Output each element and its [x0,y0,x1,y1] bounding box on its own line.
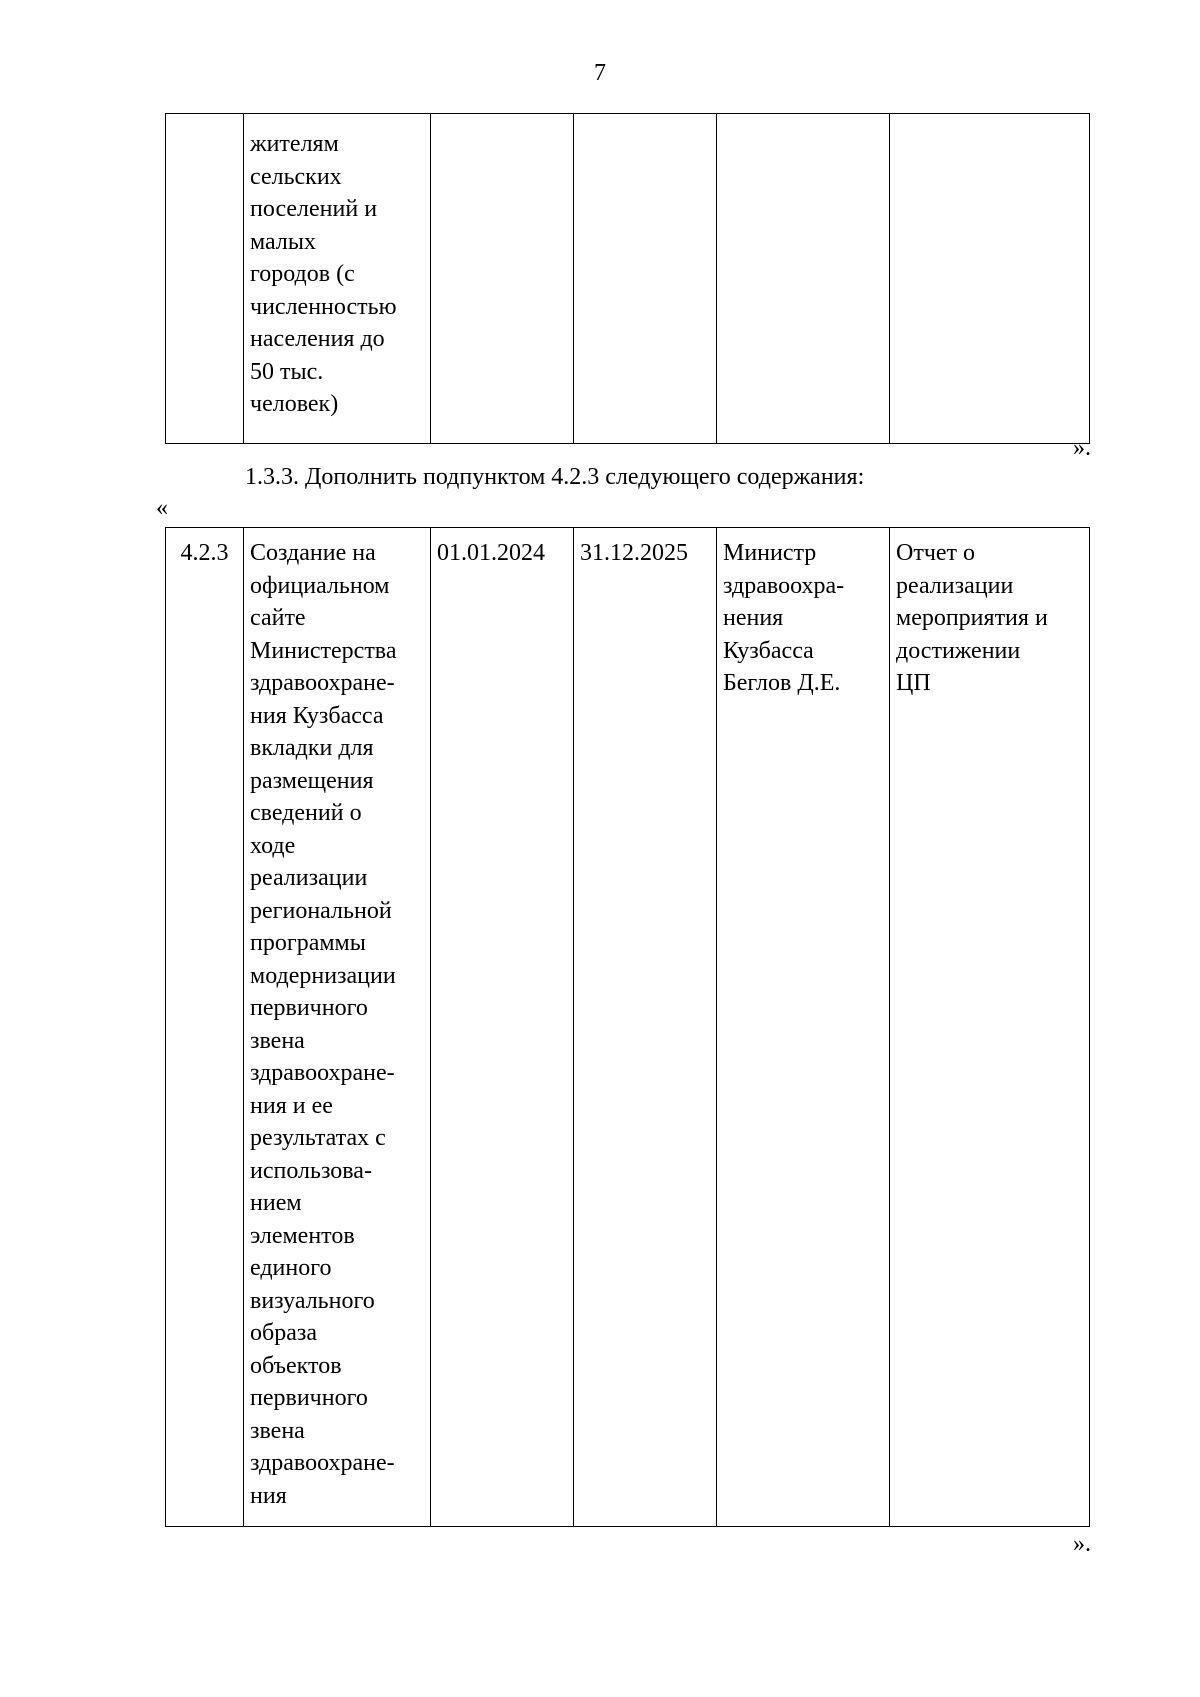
cell-text-line: поселений и [250,196,378,222]
cell-text-line: здравоохране- [250,1450,395,1476]
cell-text-line: мероприятия и [896,605,1048,631]
cell-text-line: ния Кузбасса [250,702,384,729]
cell-text-line: Создание на [250,540,376,566]
cell-text-line: первичного [250,995,368,1021]
table-row [166,114,1090,444]
cell-text-line: вкладки для [250,735,374,761]
cell-text-line: достижении [896,637,1021,664]
cell-text-line: результатах с [250,1125,386,1151]
cell-end-date: 31.12.2025 [574,528,717,1527]
cell-result [890,528,1090,1527]
cell-text-line: реализации [896,572,1014,599]
cell-text-line: ния и ее [250,1092,333,1119]
cell-description [244,114,431,444]
cell-text-line: ЦП [896,670,931,696]
cell-text-line: жителям [250,131,339,157]
cell-text-line: объектов [250,1352,342,1379]
cell-text-line: малых [250,228,316,255]
cell-responsible [717,528,890,1527]
cell-text-line: официальном [250,572,390,599]
opening-quote: « [156,495,168,521]
cell-text-line: человек) [250,391,339,417]
cell-text-line: сведений о [250,800,362,826]
cell-text-line: населения до [250,326,385,352]
cell-text-line: нием [250,1190,302,1216]
cell-text-line: здравоохране- [250,1060,395,1086]
table-row [166,528,1090,1527]
cell-text-line: ходе [250,832,296,859]
cell-text-line: визуального [250,1287,375,1314]
cell-text-line: Кузбасса [723,637,814,664]
cell-text-line: Отчет о [896,540,976,566]
cell-text-line: первичного [250,1385,368,1411]
cell-text-line: Беглов Д.Е. [723,670,841,696]
cell-text-line: сельских [250,163,342,190]
cell-text-line: численностью [250,293,397,320]
cell-text-line: элементов [250,1222,355,1249]
cell-text-line: 50 тыс. [250,358,324,385]
new-subitem-table [165,527,1090,1527]
cell-text-line: здравоохра- [723,572,845,599]
cell-text-line: модернизации [250,962,396,989]
cell-text-line: размещения [250,767,374,794]
cell-text-line: здравоохране- [250,670,395,696]
cell-start-date [431,114,574,444]
continued-table [165,113,1090,444]
cell-responsible [717,114,890,444]
cell-text-line: использова- [250,1157,372,1184]
cell-text-line: Министерства [250,637,397,664]
amendment-paragraph: 1.3.3. Дополнить подпунктом 4.2.3 следующего содержания: [245,464,865,490]
cell-text-line: единого [250,1255,332,1281]
closing-quote: ». [1073,1531,1091,1557]
cell-number: 4.2.3 [166,528,244,1527]
cell-text-line: ния [250,1482,287,1509]
page-number: 7 [594,60,606,86]
closing-quote: ». [1073,435,1091,461]
cell-number [166,114,244,444]
cell-result [890,114,1090,444]
cell-text-line: региональной [250,897,392,924]
cell-start-date: 01.01.2024 [431,528,574,1527]
cell-text-line: звена [250,1027,305,1054]
cell-text-line: реализации [250,865,368,891]
cell-text-line: нения [723,605,784,631]
cell-text-line: звена [250,1417,305,1444]
cell-end-date [574,114,717,444]
cell-text-line: городов (с [250,261,355,287]
cell-text-line: образа [250,1320,317,1346]
cell-text-line: Министр [723,540,817,566]
cell-text-line: сайте [250,605,306,631]
cell-text-line: программы [250,930,366,956]
cell-description [244,528,431,1527]
